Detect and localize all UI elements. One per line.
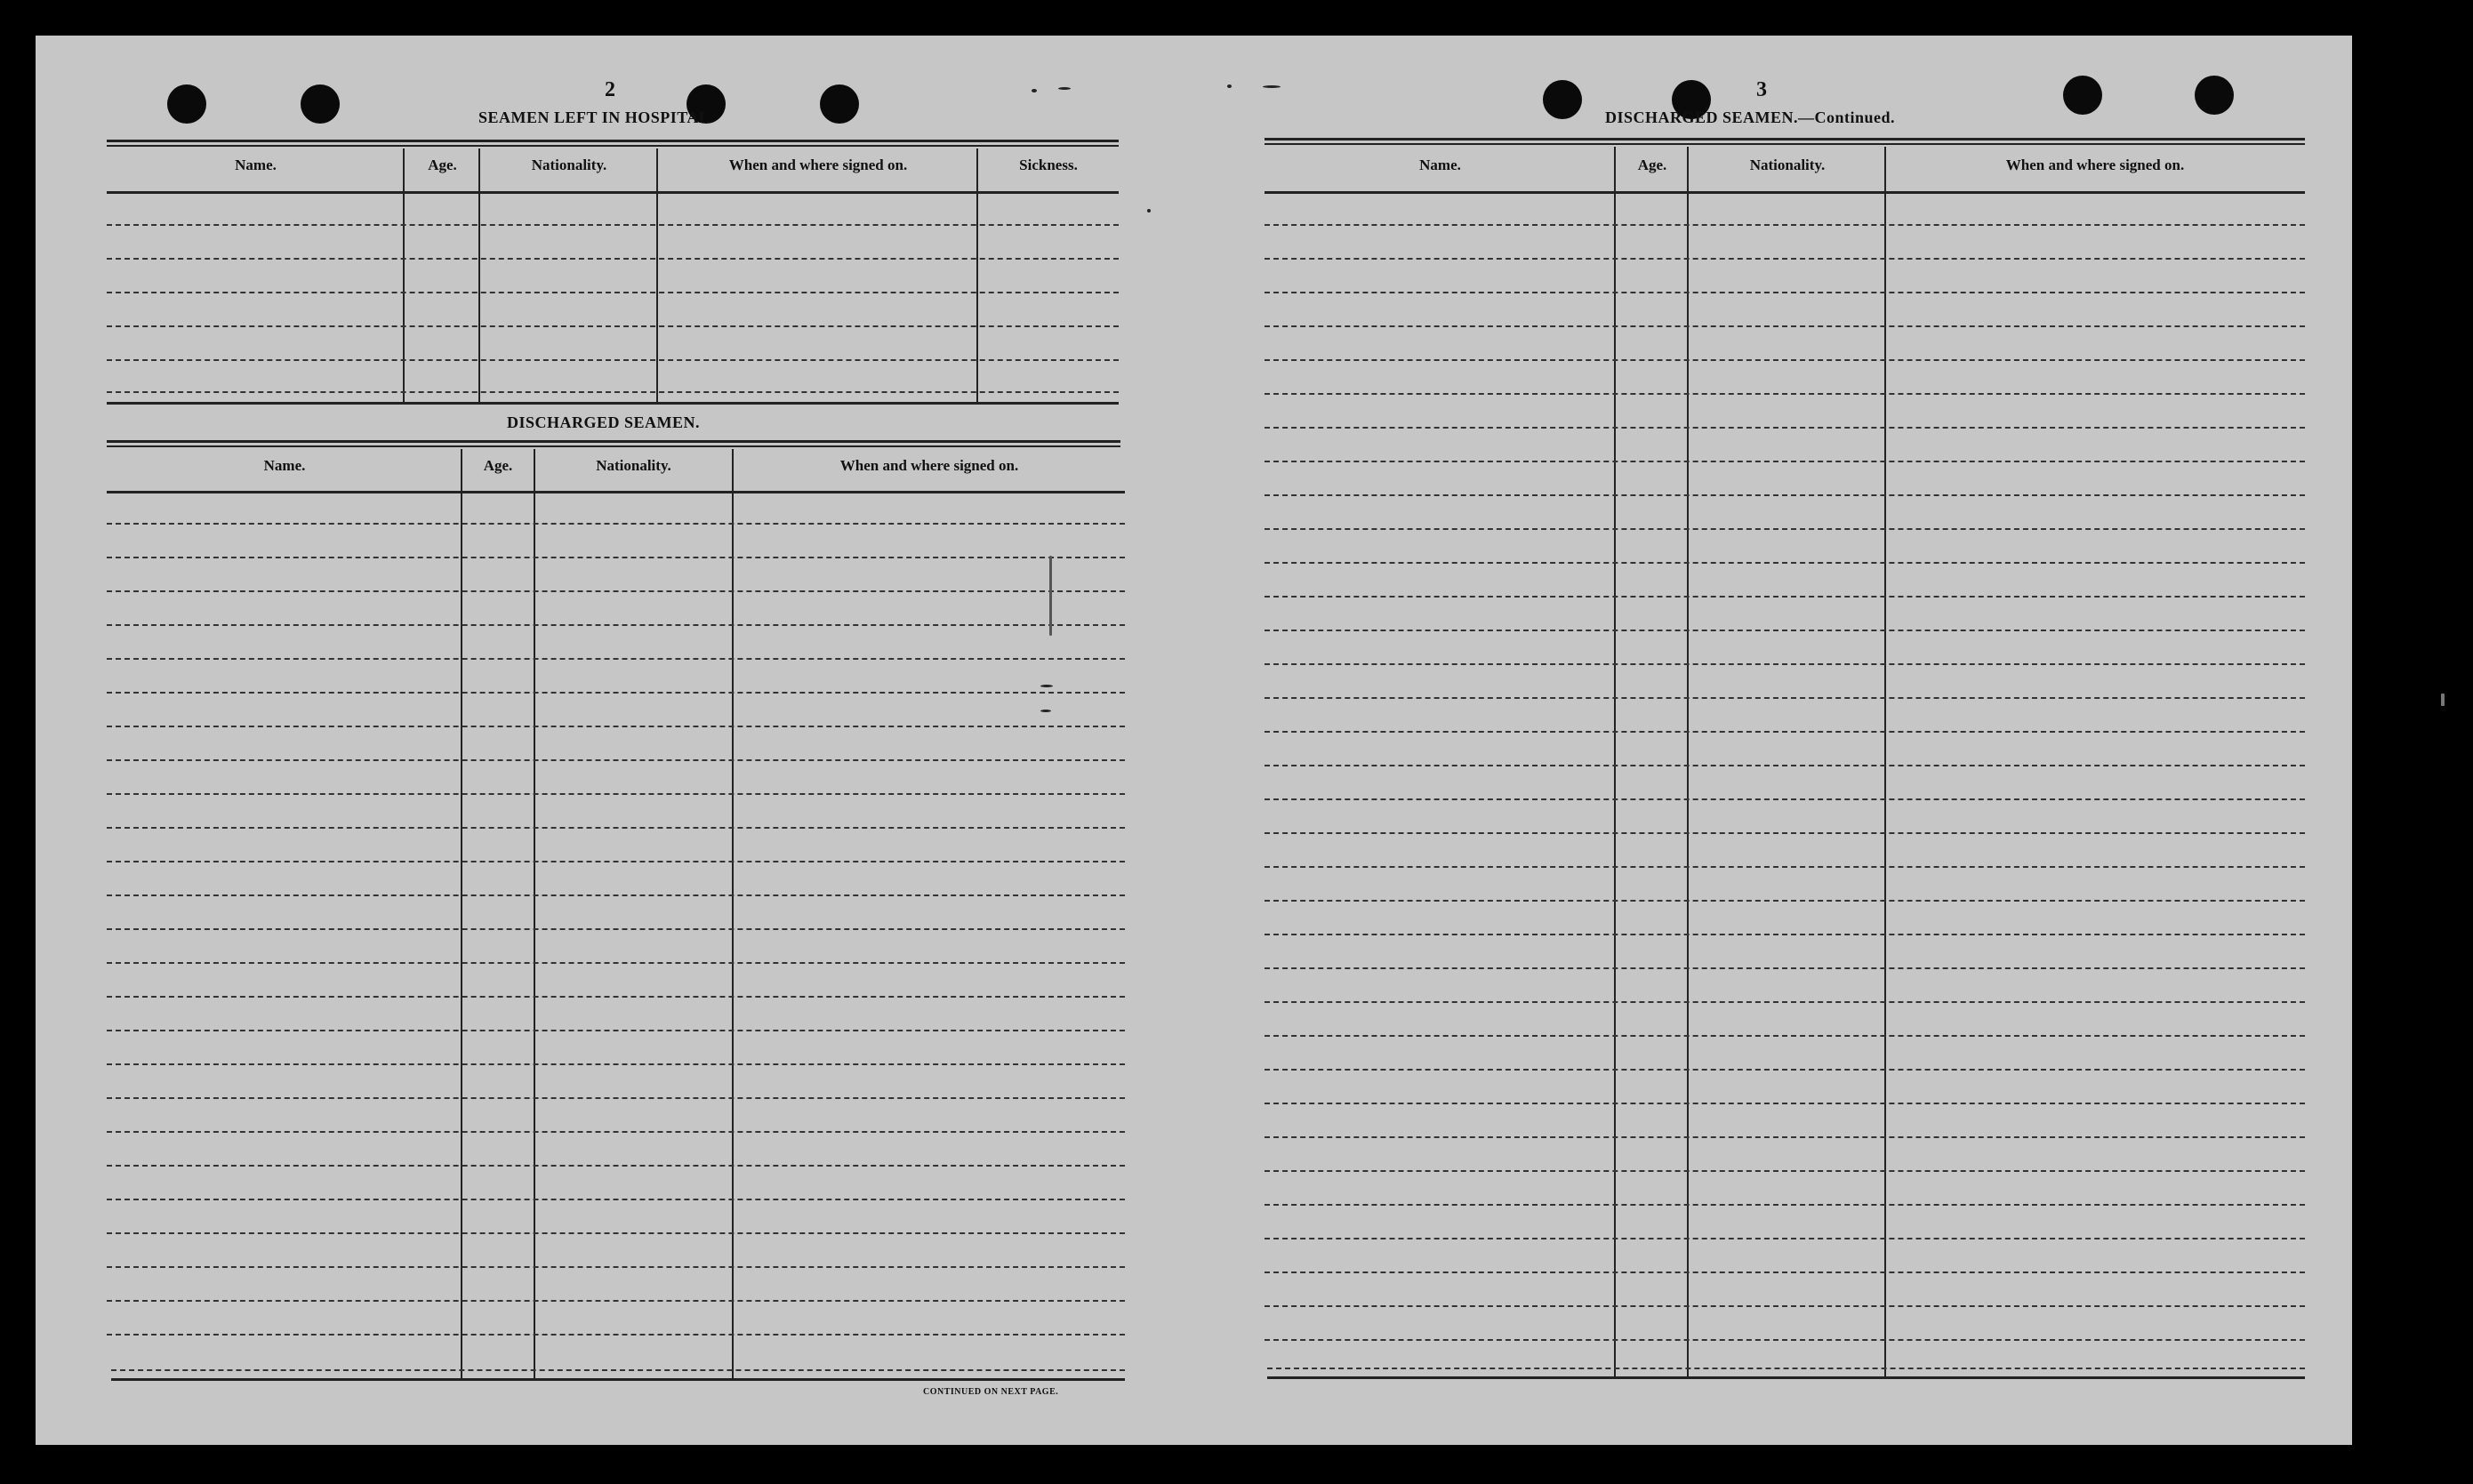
entry-line (111, 1369, 1125, 1371)
column-header-nationality: Nationality. (596, 457, 671, 474)
header-divider (107, 191, 1119, 194)
entry-line (107, 1030, 1125, 1031)
entry-line (1265, 1271, 2305, 1273)
pencil-mark (1040, 710, 1051, 712)
entry-line (1265, 1136, 2305, 1138)
table-bottom-rule (1267, 1376, 2305, 1379)
column-header-sickness: Sickness. (1019, 156, 1078, 173)
entry-line (107, 996, 1125, 998)
page-number: 3 (1756, 78, 1767, 101)
entry-line (1265, 663, 2305, 665)
column-divider (478, 148, 480, 402)
entry-line (1265, 731, 2305, 733)
page-number: 2 (605, 78, 615, 101)
entry-line (1265, 1103, 2305, 1104)
entry-line (107, 325, 1119, 327)
entry-line (107, 1232, 1125, 1234)
entry-line (107, 1334, 1125, 1336)
entry-line (1265, 967, 2305, 969)
entry-line (1265, 765, 2305, 766)
column-header-name: Name. (1419, 156, 1461, 173)
entry-line (1265, 1305, 2305, 1307)
entry-line (1265, 494, 2305, 496)
entry-line (1265, 1238, 2305, 1239)
entry-line (107, 1165, 1125, 1167)
entry-line (107, 658, 1125, 660)
punch-hole (301, 84, 340, 124)
table-bottom-rule (111, 1378, 1125, 1381)
entry-line (1265, 528, 2305, 530)
ink-speck (1227, 84, 1232, 88)
entry-line (107, 258, 1119, 260)
entry-line (1267, 1368, 2305, 1369)
entry-line (1265, 258, 2305, 260)
hospital-section-title: SEAMEN LEFT IN HOSPITAL. (478, 108, 715, 126)
punch-hole (2195, 76, 2234, 115)
entry-line (1265, 630, 2305, 631)
continued-note: CONTINUED ON NEXT PAGE. (923, 1387, 1059, 1397)
entry-line (1265, 1069, 2305, 1071)
entry-line (1265, 224, 2305, 226)
entry-line (1265, 900, 2305, 902)
table-top-rule (107, 140, 1119, 147)
column-divider (1687, 147, 1689, 1378)
entry-line (107, 793, 1125, 795)
column-divider (976, 148, 978, 402)
entry-line (107, 1131, 1125, 1133)
table-top-rule (107, 440, 1120, 447)
ink-speck (1032, 89, 1037, 92)
entry-line (1265, 1001, 2305, 1003)
entry-line (107, 861, 1125, 862)
entry-line (1265, 292, 2305, 293)
entry-line (1265, 461, 2305, 462)
entry-line (1265, 562, 2305, 564)
ink-speck (1058, 87, 1071, 90)
entry-line (1265, 596, 2305, 598)
column-header-age: Age. (428, 156, 457, 173)
discharged-section-title: DISCHARGED SEAMEN. (507, 413, 701, 431)
entry-line (1265, 866, 2305, 868)
entry-line (107, 759, 1125, 761)
header-divider (1265, 191, 2305, 194)
entry-line (107, 1063, 1125, 1065)
column-divider (656, 148, 658, 402)
column-header-signed-on: When and where signed on. (728, 156, 908, 173)
entry-line (107, 292, 1119, 293)
column-header-signed-on: When and where signed on. (839, 457, 1019, 474)
entry-line (1265, 1339, 2305, 1341)
entry-line (107, 894, 1125, 896)
entry-line (1265, 359, 2305, 361)
discharged-continued-title: DISCHARGED SEAMEN.—Continued. (1605, 108, 1896, 126)
ink-speck (1147, 209, 1151, 213)
entry-line (1265, 427, 2305, 429)
column-divider (534, 449, 535, 1378)
column-divider (732, 449, 734, 1378)
header-divider (107, 491, 1125, 493)
entry-line (1265, 1204, 2305, 1206)
form-sheet (36, 36, 2352, 1445)
ink-speck (1263, 85, 1281, 88)
entry-line (107, 359, 1119, 361)
table-bottom-rule (107, 402, 1119, 405)
entry-line (107, 1266, 1125, 1268)
column-header-signed-on: When and where signed on. (2005, 156, 2185, 173)
pencil-mark (1049, 556, 1052, 636)
column-header-age: Age. (483, 457, 513, 474)
column-header-name: Name. (235, 156, 277, 173)
entry-line (107, 624, 1125, 626)
punch-hole (2063, 76, 2102, 115)
entry-line (107, 523, 1125, 525)
entry-line (107, 224, 1119, 226)
entry-line (107, 557, 1125, 558)
entry-line (107, 726, 1125, 727)
entry-line (107, 962, 1125, 964)
entry-line (1265, 798, 2305, 800)
pencil-mark (1040, 685, 1053, 687)
entry-line (107, 827, 1125, 829)
entry-line (107, 590, 1125, 592)
entry-line (1265, 1170, 2305, 1172)
column-header-age: Age. (1637, 156, 1667, 173)
entry-line (1265, 832, 2305, 834)
column-divider (461, 449, 462, 1378)
column-header-nationality: Nationality. (531, 156, 607, 173)
column-divider (1614, 147, 1616, 1378)
margin-mark (2441, 694, 2445, 706)
column-header-name: Name. (263, 457, 306, 474)
punch-hole (1543, 80, 1582, 119)
column-header-nationality: Nationality. (1749, 156, 1826, 173)
entry-line (107, 1199, 1125, 1200)
entry-line (1265, 697, 2305, 699)
entry-line (107, 391, 1119, 393)
entry-line (1265, 1035, 2305, 1037)
entry-line (107, 928, 1125, 930)
punch-hole (167, 84, 206, 124)
entry-line (1265, 325, 2305, 327)
entry-line (1265, 934, 2305, 935)
punch-hole (820, 84, 859, 124)
entry-line (1265, 393, 2305, 395)
column-divider (1884, 147, 1886, 1378)
column-divider (403, 148, 405, 402)
entry-line (107, 1097, 1125, 1099)
entry-line (107, 692, 1125, 694)
entry-line (107, 1300, 1125, 1302)
table-top-rule (1265, 138, 2305, 145)
